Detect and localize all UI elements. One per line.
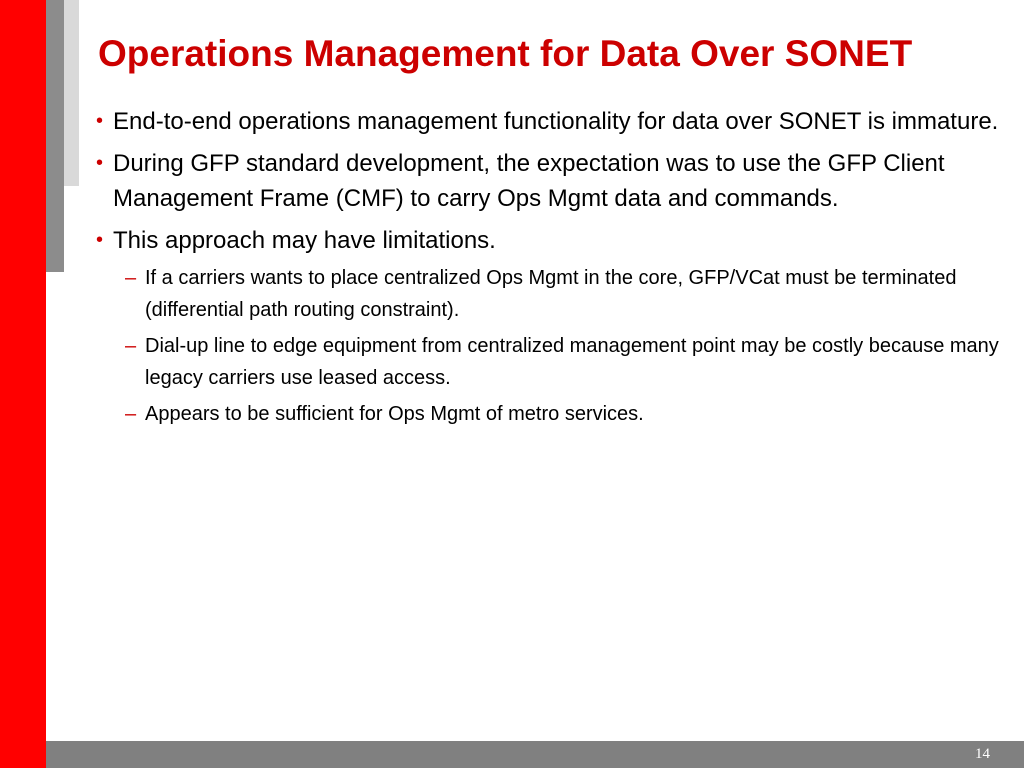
dash-icon: – xyxy=(125,335,137,357)
page-number: 14 xyxy=(975,746,990,762)
slide-title: Operations Management for Data Over SONET xyxy=(98,33,913,74)
bullet-item xyxy=(96,146,1006,216)
bullet-dot-icon: • xyxy=(96,152,104,174)
sub-bullet-text: Dial-up line to edge equipment from centralized management point may be costly because many legacy carriers use leased access. xyxy=(145,335,999,389)
footer-bar xyxy=(46,741,1024,768)
sub-bullet-list xyxy=(96,262,1006,430)
bullet-text: This approach may have limitations. xyxy=(113,227,496,254)
sub-bullet-text: Appears to be sufficient for Ops Mgmt of metro services. xyxy=(145,403,644,425)
bullet-dot-icon: • xyxy=(96,229,104,251)
bullet-item xyxy=(96,223,1006,258)
bullet-item xyxy=(96,104,1006,139)
sub-bullet-item xyxy=(125,262,1006,326)
left-dark-gray-bar xyxy=(46,0,64,272)
slide-content xyxy=(96,104,1006,434)
sub-bullet-item xyxy=(125,398,1006,430)
bullet-dot-icon: • xyxy=(96,110,104,132)
sub-bullet-text: If a carriers wants to place centralized Ops Mgmt in the core, GFP/VCat must be terminated (differential path routing constraint). xyxy=(145,267,957,321)
left-red-bar xyxy=(0,0,46,768)
sub-bullet-item xyxy=(125,330,1006,394)
dash-icon: – xyxy=(125,267,137,289)
dash-icon: – xyxy=(125,403,137,425)
bullet-text: During GFP standard development, the expectation was to use the GFP Client Management Frame (CMF) to carry Ops Mgmt data and commands. xyxy=(113,150,945,212)
left-light-gray-bar xyxy=(64,0,79,186)
bullet-text: End-to-end operations management functionality for data over SONET is immature. xyxy=(113,108,999,135)
